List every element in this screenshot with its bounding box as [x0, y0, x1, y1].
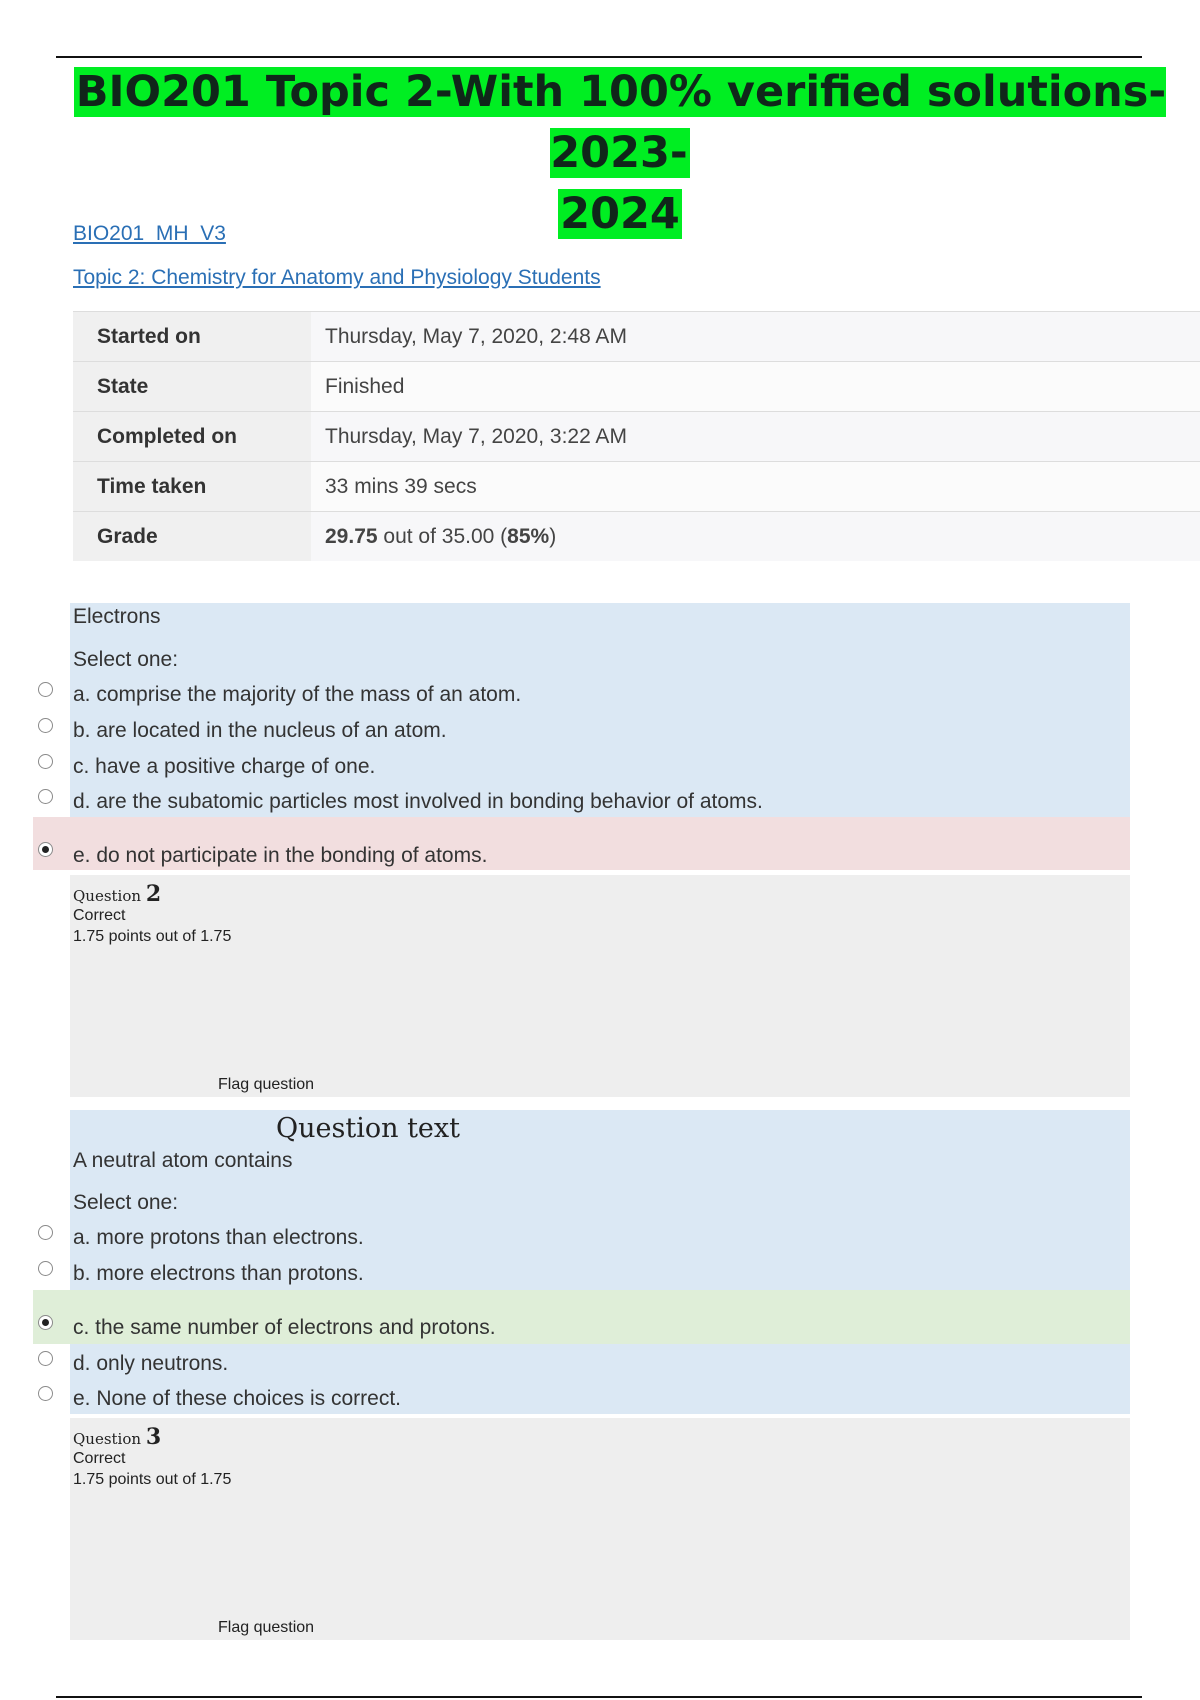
completed-value: Thursday, May 7, 2020, 3:22 AM [311, 412, 1200, 462]
q1-radio-c[interactable] [38, 754, 53, 769]
q2-select-one: Select one: [73, 1191, 179, 1214]
time-taken-label: Time taken [73, 462, 311, 512]
question3-info-panel [70, 1418, 1130, 1640]
summary-row-time [73, 462, 1200, 512]
q2-option-d-text: d. only neutrons. [73, 1352, 229, 1375]
question2-label: Question [73, 887, 142, 905]
q2-radio-c-selected[interactable] [38, 1315, 53, 1330]
attempt-summary-table [73, 311, 1200, 561]
question2-status: Correct [73, 907, 126, 924]
grade-percent: 85% [507, 524, 550, 548]
q2-option-b-text: b. more electrons than protons. [73, 1262, 364, 1285]
q1-radio-e-selected[interactable] [38, 842, 53, 857]
question2-flag-button[interactable]: Flag question [218, 1076, 315, 1093]
q1-option-d[interactable] [33, 785, 1130, 821]
q1-radio-d[interactable] [38, 789, 53, 804]
grade-value [311, 512, 1200, 562]
q1-select-one: Select one: [73, 648, 179, 671]
q1-question-text: Electrons [73, 605, 161, 628]
grade-label: Grade [73, 512, 311, 562]
summary-row-state [73, 362, 1200, 412]
breadcrumb-course-link[interactable]: BIO201_MH_V3 [73, 222, 226, 245]
question3-label: Question [73, 1430, 142, 1448]
state-label: State [73, 362, 311, 412]
summary-row-started [73, 312, 1200, 362]
q1-radio-b[interactable] [38, 718, 53, 733]
q1-option-a-text: a. comprise the majority of the mass of an atom. [73, 683, 522, 706]
document-title [70, 62, 1170, 245]
grade-close: ) [549, 524, 557, 548]
bottom-rule [56, 1696, 1142, 1698]
question3-points: 1.75 points out of 1.75 [73, 1471, 232, 1488]
top-rule [56, 56, 1142, 58]
q2-option-c[interactable] [33, 1311, 1130, 1347]
question3-status: Correct [73, 1450, 126, 1467]
document-title-line1: BIO201 Topic 2-With 100% verified solutions-2023- [75, 67, 1167, 178]
question3-flag-button[interactable]: Flag question [218, 1619, 315, 1636]
grade-score: 29.75 [325, 524, 378, 548]
q2-option-a[interactable] [33, 1221, 1130, 1257]
grade-out-of: out of 35.00 ( [377, 524, 508, 548]
q2-radio-b[interactable] [38, 1261, 53, 1276]
q1-option-d-text: d. are the subatomic particles most involved in bonding behavior of atoms. [73, 790, 763, 813]
q2-option-d[interactable] [33, 1347, 1130, 1383]
completed-label: Completed on [73, 412, 311, 462]
started-label: Started on [73, 312, 311, 362]
q1-radio-a[interactable] [38, 682, 53, 697]
q2-option-b[interactable] [33, 1257, 1130, 1293]
time-taken-value: 33 mins 39 secs [311, 462, 1200, 512]
question2-points: 1.75 points out of 1.75 [73, 928, 232, 945]
question3-number-value: 3 [145, 1424, 162, 1450]
q1-option-b[interactable] [33, 714, 1130, 750]
q2-option-a-text: a. more protons than electrons. [73, 1226, 364, 1249]
q2-radio-e[interactable] [38, 1386, 53, 1401]
q2-radio-d[interactable] [38, 1351, 53, 1366]
q1-option-e[interactable] [33, 838, 1130, 874]
started-value: Thursday, May 7, 2020, 2:48 AM [311, 312, 1200, 362]
question2-number [73, 881, 161, 907]
state-value: Finished [311, 362, 1200, 412]
q2-radio-a[interactable] [38, 1225, 53, 1240]
question2-info-panel [70, 875, 1130, 1097]
document-title-line2: 2024 [560, 189, 680, 239]
question2-number-value: 2 [145, 881, 162, 907]
q2-option-c-text: c. the same number of electrons and protons. [73, 1316, 496, 1339]
q1-option-c[interactable] [33, 750, 1130, 786]
breadcrumb-topic-link[interactable]: Topic 2: Chemistry for Anatomy and Physiology Students [73, 266, 601, 289]
q1-option-b-text: b. are located in the nucleus of an atom. [73, 719, 447, 742]
question3-number [73, 1424, 161, 1450]
q2-option-e[interactable] [33, 1382, 1130, 1418]
question2-text-heading: Question text [276, 1113, 460, 1144]
q2-option-e-text: e. None of these choices is correct. [73, 1387, 401, 1410]
q2-question-text: A neutral atom contains [73, 1149, 293, 1172]
q1-option-e-text: e. do not participate in the bonding of atoms. [73, 844, 488, 867]
q1-option-c-text: c. have a positive charge of one. [73, 755, 376, 778]
summary-row-completed [73, 412, 1200, 462]
summary-row-grade [73, 512, 1200, 562]
q1-option-a[interactable] [33, 678, 1130, 714]
